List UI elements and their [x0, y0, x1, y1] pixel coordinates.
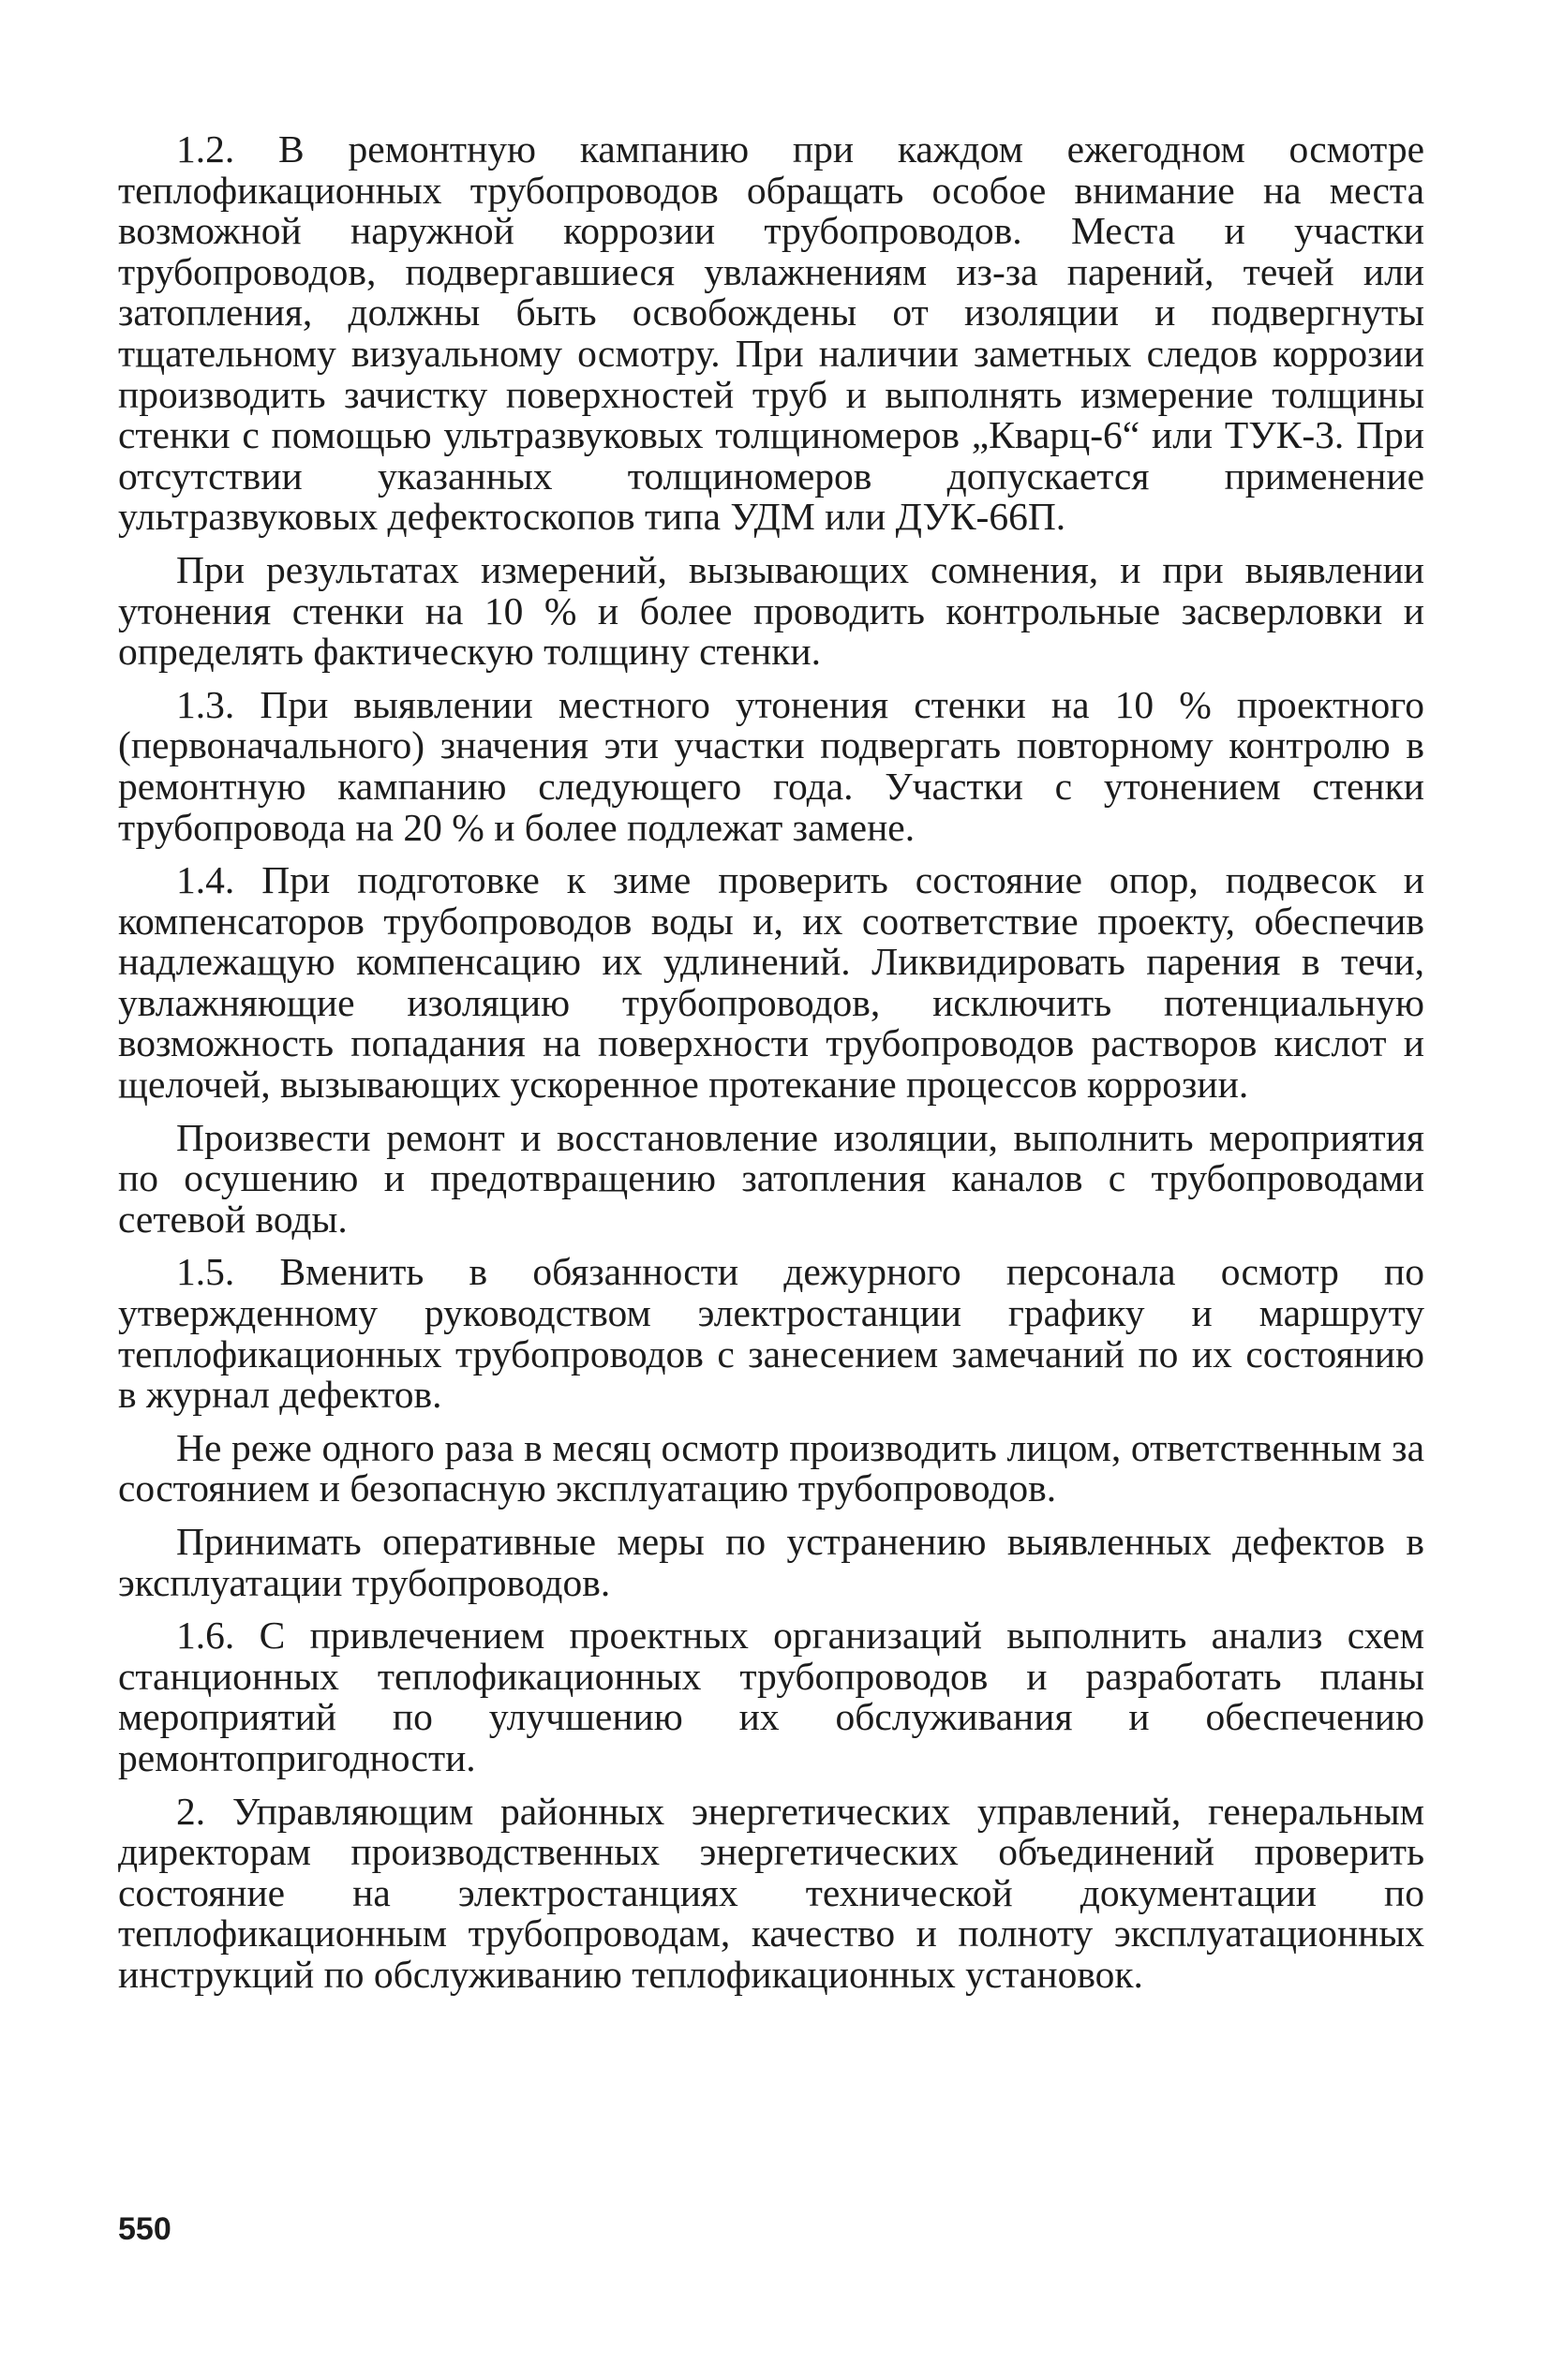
paragraph-1-2: 1.2. В ремонтную кампанию при каждом ежегодном осмотре теплофикационных трубопроводов обращать особое внимание на места возможной наружной коррозии трубопроводов. Места и участки трубопроводов, подвергавшиеся увлажнениям из-за парений, течей или затопления, должны быть освобождены от изоляции и подвергнуты тщательному визуальному осмотру. При наличии заметных следов коррозии производить зачистку поверхностей труб и выполнять измерение толщины стенки с помощью ультразвуковых толщиномеров „Кварц-6“ или ТУК-3. При отсутствии указанных толщиномеров допускается применение ультразвуковых дефектоскопов типа УДМ или ДУК-66П. [118, 127, 1424, 539]
page-number: 550 [118, 2211, 171, 2247]
paragraph-operational-measures: Принимать оперативные меры по устранению выявленных дефектов в эксплуатации трубопроводов. [118, 1520, 1424, 1604]
paragraph-measurements: При результатах измерений, вызывающих сомнения, и при выявлении утонения стенки на 10 % и более проводить контрольные засверловки и определять фактическую толщину стенки. [118, 547, 1424, 674]
paragraph-insulation-repair: Произвести ремонт и восстановление изоляции, выполнить мероприятия по осушению и предотвращению затопления каналов с трубопроводами сетевой воды. [118, 1115, 1424, 1241]
paragraph-1-3: 1.3. При выявлении местного утонения стенки на 10 % проектного (первоначального) значения эти участки подвергать повторному контролю в ремонтную кампанию следующего года. Участки с утонением стенки трубопровода на 20 % и более подлежат замене. [118, 682, 1424, 849]
body-text [118, 129, 1424, 2008]
paragraph-1-5: 1.5. Вменить в обязанности дежурного персонала осмотр по утвержденному руководством электростанции графику и маршруту теплофикационных трубопроводов с занесением замечаний по их состоянию в журнал дефектов. [118, 1250, 1424, 1417]
paragraph-1-4: 1.4. При подготовке к зиме проверить состояние опор, подвесок и компенсаторов трубопроводов воды и, их соответствие проекту, обеспечив надлежащую компенсацию их удлинений. Ликвидировать парения в течи, увлажняющие изоляцию трубопроводов, исключить потенциальную возможность попадания на поверхности трубопроводов растворов кислот и щелочей, вызывающих ускоренное протекание процессов коррозии. [118, 858, 1424, 1107]
paragraph-monthly-inspection: Не реже одного раза в месяц осмотр производить лицом, ответственным за состоянием и безопасную эксплуатацию трубопроводов. [118, 1425, 1424, 1510]
paragraph-2: 2. Управляющим районных энергетических управлений, генеральным директорам производственных энергетических объединений проверить состояние на электростанциях технической документации по теплофикационным трубопроводам, качество и полноту эксплуатационных инструкций по обслуживанию теплофикационных установок. [118, 1789, 1424, 1996]
paragraph-1-6: 1.6. С привлечением проектных организаций выполнить анализ схем станционных теплофикационных трубопроводов и разработать планы мероприятий по улучшению их обслуживания и обеспечению ремонтопригодности. [118, 1614, 1424, 1779]
